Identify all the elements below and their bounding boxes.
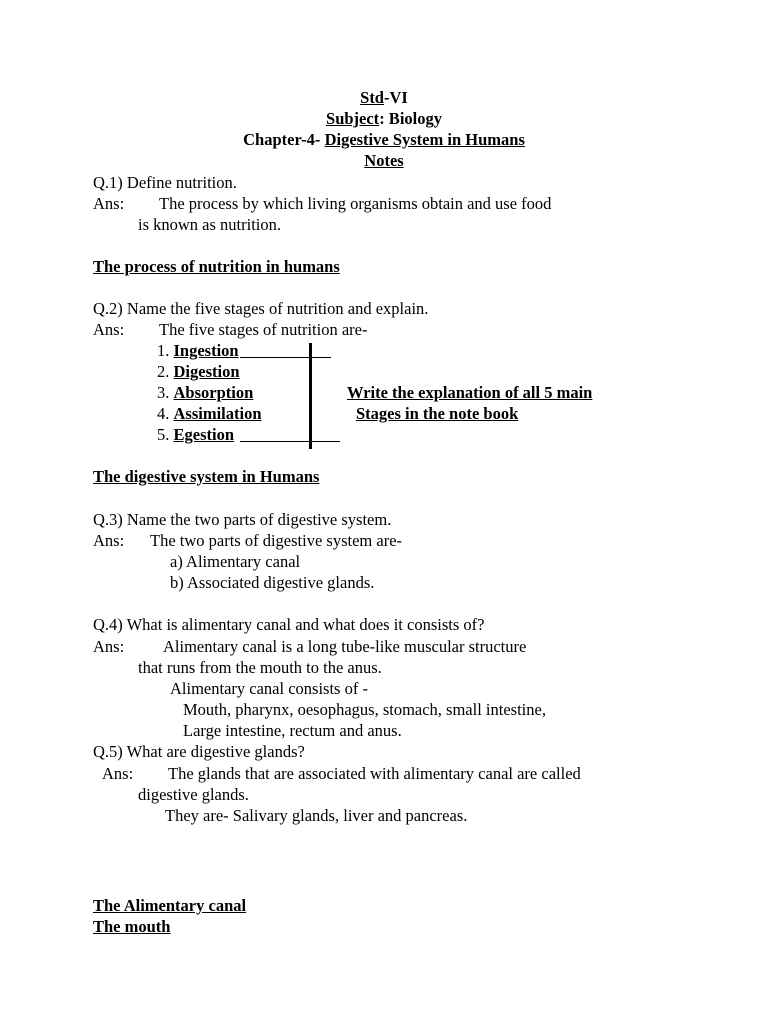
q3-part-a: a) Alimentary canal bbox=[170, 552, 301, 571]
chapter-title: Digestive System in Humans bbox=[324, 130, 525, 149]
q3-ans-label: Ans: bbox=[93, 531, 125, 550]
q1-answer-line2: is known as nutrition. bbox=[138, 215, 281, 234]
stage-item bbox=[157, 424, 234, 445]
subject-value: : Biology bbox=[379, 109, 442, 128]
q4-ans-label: Ans: bbox=[93, 637, 125, 656]
section-heading-alimentary-canal: The Alimentary canal bbox=[93, 896, 247, 915]
stages-note-line2: Stages in the note book bbox=[356, 404, 519, 423]
section-heading-mouth: The mouth bbox=[93, 917, 171, 936]
stage-item bbox=[157, 340, 239, 361]
q4-parts-line2: Large intestine, rectum and anus. bbox=[183, 721, 402, 740]
section-heading-digestive-system: The digestive system in Humans bbox=[93, 467, 320, 486]
notes-heading: Notes bbox=[364, 151, 404, 170]
q2-ans-label: Ans: bbox=[93, 320, 125, 339]
stage-number: 5. bbox=[157, 425, 170, 444]
stage-name: Digestion bbox=[173, 362, 240, 381]
q3-answer-intro: The two parts of digestive system are- bbox=[150, 531, 403, 550]
q4-answer-line1: Alimentary canal is a long tube-like muscular structure bbox=[163, 637, 527, 656]
q5-ans-label: Ans: bbox=[102, 764, 134, 783]
q4-consists-line: Alimentary canal consists of - bbox=[170, 679, 368, 698]
stage-item bbox=[157, 361, 240, 382]
q1-answer-line1: The process by which living organisms obtain and use food bbox=[159, 194, 552, 213]
q2-answer-intro: The five stages of nutrition are- bbox=[159, 320, 368, 339]
q4-parts-line1: Mouth, pharynx, oesophagus, stomach, small intestine, bbox=[183, 700, 546, 719]
stage-item bbox=[157, 403, 262, 424]
std-heading bbox=[0, 87, 768, 108]
q2-question: Q.2) Name the five stages of nutrition and explain. bbox=[93, 299, 429, 318]
std-value: -VI bbox=[384, 88, 408, 107]
stage-number: 4. bbox=[157, 404, 170, 423]
subject-label: Subject bbox=[326, 109, 380, 128]
q3-question: Q.3) Name the two parts of digestive system. bbox=[93, 510, 392, 529]
stage-item bbox=[157, 382, 253, 403]
chapter-heading bbox=[0, 129, 768, 150]
stage-name: Absorption bbox=[173, 383, 254, 402]
stage-name: Egestion bbox=[173, 425, 235, 444]
section-heading-nutrition-process: The process of nutrition in humans bbox=[93, 257, 340, 276]
q5-answer-line1: The glands that are associated with alimentary canal are called bbox=[168, 764, 581, 783]
stage-number: 3. bbox=[157, 383, 170, 402]
stages-bracket bbox=[309, 343, 312, 449]
q5-question: Q.5) What are digestive glands? bbox=[93, 742, 305, 761]
std-label: Std bbox=[360, 88, 384, 107]
underline-extension bbox=[240, 441, 340, 442]
q4-question: Q.4) What is alimentary canal and what does it consists of? bbox=[93, 615, 485, 634]
q1-ans-label: Ans: bbox=[93, 194, 125, 213]
stage-number: 1. bbox=[157, 341, 170, 360]
stage-name: Ingestion bbox=[173, 341, 239, 360]
q5-answer-line2: digestive glands. bbox=[138, 785, 249, 804]
stages-note-line1: Write the explanation of all 5 main bbox=[347, 383, 593, 402]
q3-part-b: b) Associated digestive glands. bbox=[170, 573, 375, 592]
subject-heading bbox=[0, 108, 768, 129]
q5-answer-line3: They are- Salivary glands, liver and pancreas. bbox=[165, 806, 468, 825]
stage-name: Assimilation bbox=[173, 404, 262, 423]
q4-answer-line2: that runs from the mouth to the anus. bbox=[138, 658, 382, 677]
q1-question: Q.1) Define nutrition. bbox=[93, 173, 237, 192]
underline-extension bbox=[240, 357, 331, 358]
stage-number: 2. bbox=[157, 362, 170, 381]
chapter-prefix: Chapter-4- bbox=[243, 130, 325, 149]
